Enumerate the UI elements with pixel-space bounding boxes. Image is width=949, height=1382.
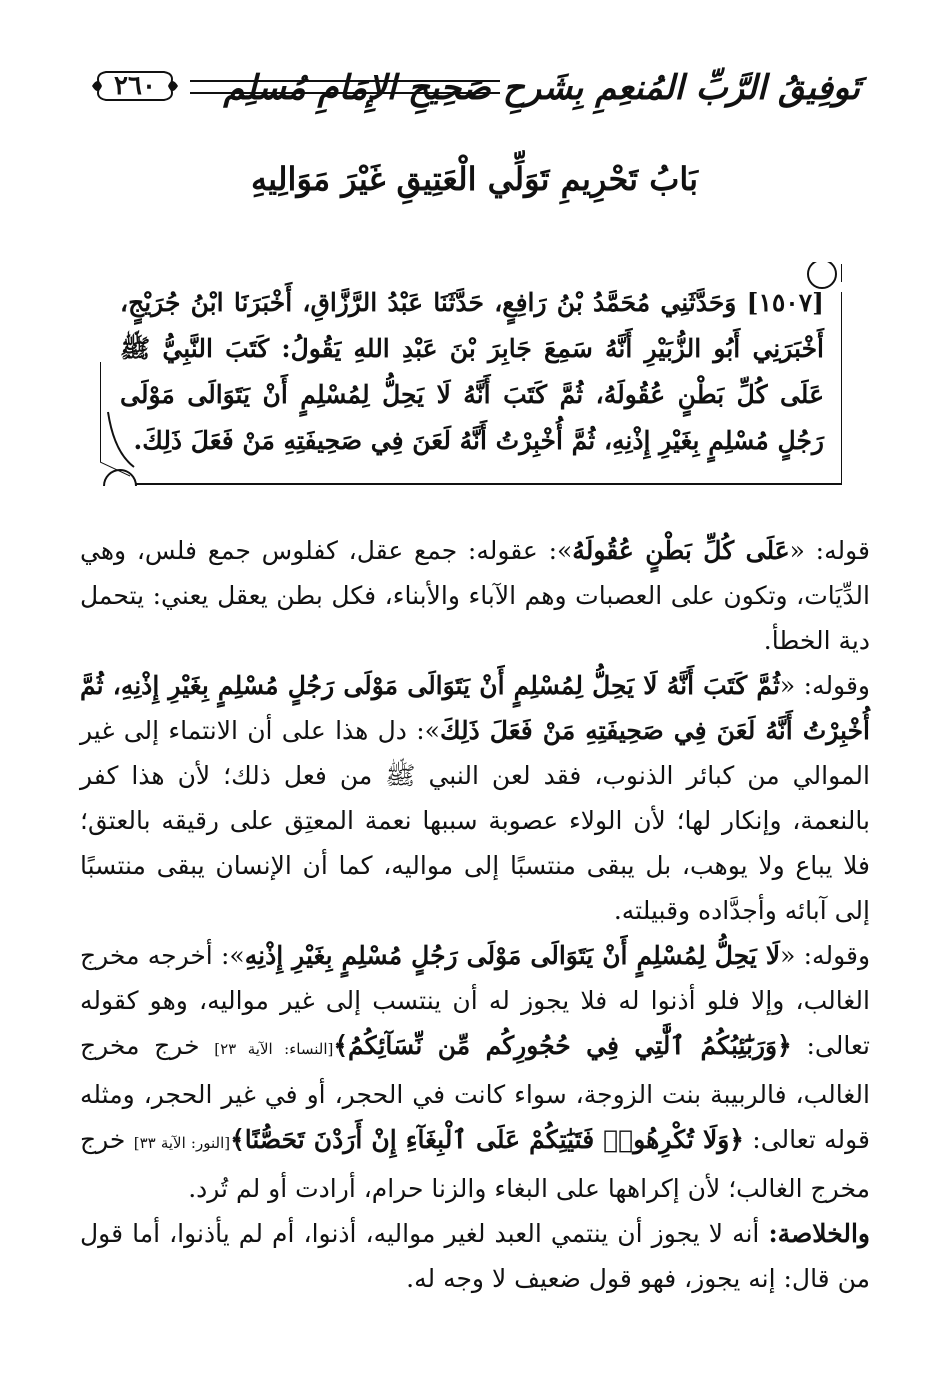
paragraph-1 bbox=[80, 528, 870, 663]
summary-label: والخلاصة: bbox=[768, 1219, 870, 1248]
p3-text: »: أخرجه مخرج الغالب، وإلا فلو أذنوا له فلا يجوز له أن ينتسب إلى غير مواليه، وهو كقوله تعالى: bbox=[80, 941, 870, 1060]
paragraph-3 bbox=[80, 933, 870, 1211]
commentary bbox=[80, 528, 870, 1301]
paragraph-4 bbox=[80, 1211, 870, 1301]
paragraph-2 bbox=[80, 663, 870, 933]
p3-text-2: خرج مخرج الغالب، فالربيبة بنت الزوجة، سواء كانت في الحجر، أو في غير الحجر، ومثله قوله تعالى: bbox=[80, 1031, 871, 1154]
quran-verse-2: ﴿وَلَا تُكْرِهُوا۟ فَتَيَٰتِكُمْ عَلَى ٱلْبِغَآءِ إِنْ أَرَدْنَ تَحَصُّنًا﴾ bbox=[230, 1125, 744, 1154]
p3-text-3: خرج مخرج الغالب؛ لأن إكراهها على البغاء والزنا حرام، أرادت أو لم تُرد. bbox=[80, 1125, 870, 1203]
quran-verse-1: ﴿وَرَبَٰٓئِبُكُمُ ٱلَّٰتِي فِي حُجُورِكُم مِّن نِّسَآئِكُمُ﴾ bbox=[333, 1031, 792, 1060]
verse-ref-2: [النور: الآية ٣٣] bbox=[133, 1134, 231, 1152]
p1-quote: عَلَى كُلِّ بَطْنٍ عُقُولَهُ bbox=[572, 536, 790, 565]
hadith-box bbox=[100, 262, 842, 486]
chapter-title: بَابُ تَحْرِيمِ تَوَلِّي الْعَتِيقِ غَيْرَ مَوَالِيهِ bbox=[250, 160, 698, 198]
page-header bbox=[90, 58, 860, 138]
p2-text: »: دل هذا على أن الانتماء إلى غير الموالي من كبائر الذنوب، فقد لعن النبي ﷺ من فعل ذلك؛ لأن هذا كفر بالنعمة، وإنكار لها؛ لأن الولاء عصوبة سببها نعمة المعتِق على رقيقه بالعتق؛ فلا يباع ولا يوهب، بل يبقى منتسبًا إلى مواليه، كما أن الإنسان يبقى منتسبًا إلى آبائه وأجدَّاده وقبيلته. bbox=[80, 716, 870, 925]
summary-text: أنه لا يجوز أن ينتمي العبد لغير مواليه، أذنوا، أم لم يأذنوا، أما قول من قال: إنه يجوز، فهو قول ضعيف لا وجه له. bbox=[80, 1219, 870, 1293]
p2-intro: وقوله: « bbox=[779, 671, 870, 700]
page-number: ٢٦٠ bbox=[114, 71, 156, 101]
hadith-text: [١٥٠٧] وَحَدَّثَنِي مُحَمَّدُ بْنُ رَافِعٍ، حَدَّثَنَا عَبْدُ الرَّزَّاقِ، أَخْبَرَنَا ابْنُ جُرَيْجٍ، أَخْبَرَنِي أَبُو الزُّبَيْرِ أَنَّهُ سَمِعَ جَابِرَ بْنَ عَبْدِ اللهِ يَقُولُ: كَتَبَ النَّبِيُّ ﷺ عَلَى كُلِّ بَطْنٍ عُقُولَهُ، ثُمَّ كَتَبَ أَنَّهُ لَا يَحِلُّ لِمُسْلِمٍ أَنْ يَتَوَالَى مَوْلَى رَجُلٍ مُسْلِمٍ بِغَيْرِ إِذْنِهِ، ثُمَّ أُخْبِرْتُ أَنَّهُ لَعَنَ فِي صَحِيفَتِهِ مَنْ فَعَلَ ذَلِكَ. bbox=[120, 288, 824, 455]
verse-ref-1: [النساء: الآية ٢٣] bbox=[214, 1040, 334, 1058]
p3-quote: لَا يَحِلُّ لِمُسْلِمٍ أَنْ يَتَوَالَى مَوْلَى رَجُلٍ مُسْلِمٍ بِغَيْرِ إِذْنِهِ bbox=[244, 941, 781, 970]
p1-text: »: عقوله: جمع عقل، كفلوس جمع فلس، وهي الدِّيَات، وتكون على العصبات وهم الآباء والأبناء، فكل بطن يعقل يعني: يتحمل دية الخطأ. bbox=[80, 536, 870, 655]
book-title: تَوفِيقُ الرَّبِّ المُنعِمِ بِشَرحِ صَحِيحِ الإِمَامِ مُسلِم bbox=[223, 68, 860, 108]
p3-intro: وقوله: « bbox=[780, 941, 871, 970]
p2-quote: ثُمَّ كَتَبَ أَنَّهُ لَا يَحِلُّ لِمُسْلِمٍ أَنْ يَتَوَالَى مَوْلَى رَجُلٍ مُسْلِمٍ بِغَيْرِ إِذْنِهِ، ثُمَّ أُخْبِرْتُ أَنَّهُ لَعَنَ فِي صَحِيفَتِهِ مَنْ فَعَلَ ذَلِكَ bbox=[80, 671, 870, 745]
p1-intro: قوله: « bbox=[789, 536, 870, 565]
